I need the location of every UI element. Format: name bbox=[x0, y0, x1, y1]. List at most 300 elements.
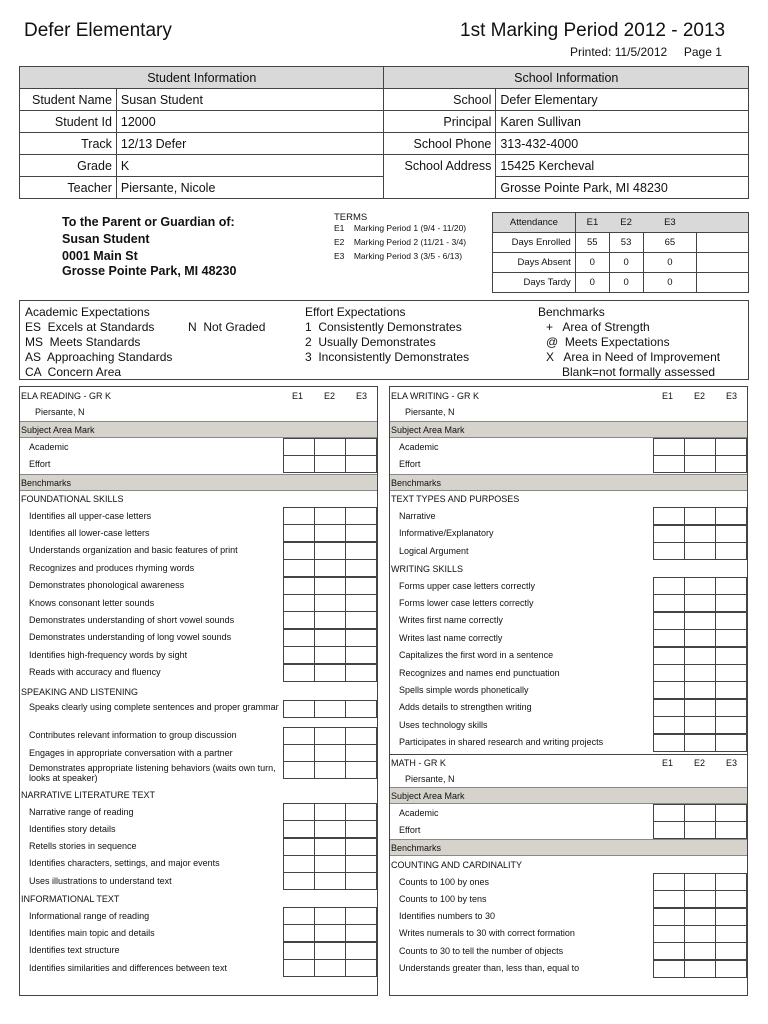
grade-box[interactable] bbox=[715, 612, 747, 630]
grade-box[interactable] bbox=[684, 577, 716, 595]
ela-writing-math-panel bbox=[389, 386, 748, 996]
grade-box[interactable] bbox=[314, 803, 346, 821]
grade-box[interactable] bbox=[715, 960, 747, 978]
grade-box[interactable] bbox=[684, 542, 716, 560]
grade-box[interactable] bbox=[314, 744, 346, 762]
info-table bbox=[19, 66, 749, 199]
grade-box[interactable] bbox=[684, 699, 716, 717]
grade-box[interactable] bbox=[653, 890, 685, 908]
grade-boxes bbox=[284, 577, 377, 595]
benchmark-label: Identifies main topic and details bbox=[29, 927, 155, 938]
grade-box[interactable] bbox=[684, 681, 716, 699]
grade-box[interactable] bbox=[653, 821, 685, 839]
grade-box[interactable] bbox=[283, 664, 315, 682]
grade-box[interactable] bbox=[715, 455, 747, 473]
term-col-head: E1 bbox=[662, 391, 674, 401]
grade-box[interactable] bbox=[653, 925, 685, 943]
legend-bench-3: X Area in Need of Improvement bbox=[546, 350, 721, 364]
term-col-head: E3 bbox=[356, 391, 368, 401]
grade-box[interactable] bbox=[314, 664, 346, 682]
legend-ms: MS Meets Standards bbox=[25, 335, 141, 349]
address-label: School Address bbox=[384, 155, 496, 177]
grade-box[interactable] bbox=[684, 612, 716, 630]
grade-box[interactable] bbox=[684, 716, 716, 734]
grade-box[interactable] bbox=[653, 647, 685, 665]
grade-box[interactable] bbox=[283, 455, 315, 473]
grade-boxes bbox=[654, 629, 747, 647]
grade-box[interactable] bbox=[345, 438, 377, 456]
grade-boxes bbox=[284, 646, 377, 664]
grade-boxes bbox=[654, 821, 747, 839]
grade-box[interactable] bbox=[715, 438, 747, 456]
grade-boxes bbox=[654, 960, 747, 978]
grade-box[interactable] bbox=[314, 438, 346, 456]
legend-effort-3: 3 Inconsistently Demonstrates bbox=[305, 350, 470, 364]
att-value: 0 bbox=[609, 253, 643, 273]
address-line2: Grosse Pointe Park, MI 48230 bbox=[496, 177, 749, 199]
grade-box[interactable] bbox=[314, 820, 346, 838]
grade-box[interactable] bbox=[314, 942, 346, 960]
benchmark-label: Identifies all lower-case letters bbox=[29, 527, 150, 538]
grade-box[interactable] bbox=[684, 960, 716, 978]
grade-box[interactable] bbox=[345, 744, 377, 762]
grade-box[interactable] bbox=[684, 942, 716, 960]
band-row bbox=[390, 787, 747, 804]
benchmark-label: Engages in appropriate conversation with a partner bbox=[29, 747, 233, 758]
benchmarks-label: Benchmarks bbox=[21, 477, 72, 488]
grade-boxes bbox=[284, 727, 377, 745]
attendance-head: Attendance bbox=[493, 213, 576, 233]
school-phone: 313-432-4000 bbox=[496, 133, 749, 155]
band-row bbox=[20, 421, 377, 438]
parent-line: Susan Student bbox=[62, 232, 150, 246]
grade-box[interactable] bbox=[345, 594, 377, 612]
student-id-label: Student Id bbox=[20, 111, 117, 133]
section-row bbox=[20, 683, 377, 700]
grade-box[interactable] bbox=[283, 942, 315, 960]
benchmarks-label: Benchmarks bbox=[391, 477, 442, 488]
legend-bench-4: Blank=not formally assessed bbox=[562, 365, 716, 379]
grade-box[interactable] bbox=[345, 629, 377, 647]
section-title: COUNTING AND CARDINALITY bbox=[391, 859, 523, 870]
grade-box[interactable] bbox=[715, 629, 747, 647]
grade-box[interactable] bbox=[715, 681, 747, 699]
benchmark-label: Identifies text structure bbox=[29, 945, 120, 956]
grade-box[interactable] bbox=[314, 855, 346, 873]
grade-box[interactable] bbox=[345, 727, 377, 745]
grade-box[interactable] bbox=[283, 744, 315, 762]
grade-boxes bbox=[654, 455, 747, 473]
grade-box[interactable] bbox=[684, 821, 716, 839]
section-title: FOUNDATIONAL SKILLS bbox=[21, 493, 124, 504]
section-title: NARRATIVE LITERATURE TEXT bbox=[21, 789, 156, 800]
teacher-row bbox=[390, 770, 747, 787]
grade-box[interactable] bbox=[653, 629, 685, 647]
grade-boxes bbox=[654, 716, 747, 734]
att-e2: E2 bbox=[609, 213, 643, 233]
grade-box[interactable] bbox=[715, 821, 747, 839]
grade-box[interactable] bbox=[715, 542, 747, 560]
att-row-label: Days Absent bbox=[493, 253, 576, 273]
legend-effort-2: 2 Usually Demonstrates bbox=[305, 335, 436, 349]
grade-box[interactable] bbox=[715, 890, 747, 908]
subject-area-mark: Subject Area Mark bbox=[391, 790, 465, 801]
student-id: 12000 bbox=[116, 111, 384, 133]
grade-box[interactable] bbox=[653, 873, 685, 891]
grade-boxes bbox=[284, 559, 377, 577]
teacher-label: Teacher bbox=[20, 177, 117, 199]
grade-label: Grade bbox=[20, 155, 117, 177]
grade-boxes bbox=[284, 872, 377, 890]
benchmark-label: Capitalizes the first word in a sentence bbox=[399, 650, 554, 661]
benchmark-label: Forms lower case letters correctly bbox=[399, 597, 534, 608]
benchmark-label: Spells simple words phonetically bbox=[399, 684, 529, 695]
grade-box[interactable] bbox=[684, 507, 716, 525]
benchmark-label: Demonstrates appropriate listening behaviors (waits own turn, looks at speaker) bbox=[29, 763, 276, 783]
grade-box[interactable] bbox=[653, 525, 685, 543]
grade-box[interactable] bbox=[684, 664, 716, 682]
grade-box[interactable] bbox=[314, 455, 346, 473]
grade-box[interactable] bbox=[715, 908, 747, 926]
grade-box[interactable] bbox=[314, 559, 346, 577]
grade-box[interactable] bbox=[653, 577, 685, 595]
grade-boxes bbox=[654, 507, 747, 525]
effort-legend-title: Effort Expectations bbox=[305, 305, 406, 319]
grade-boxes bbox=[654, 594, 747, 612]
teacher-row bbox=[20, 403, 377, 420]
grade-boxes bbox=[284, 629, 377, 647]
benchmark-label: Demonstrates phonological awareness bbox=[29, 580, 185, 591]
grade-box[interactable] bbox=[283, 542, 315, 560]
grade-box[interactable] bbox=[314, 542, 346, 560]
benchmark-label: Writes first name correctly bbox=[399, 615, 503, 626]
att-value: 65 bbox=[643, 233, 697, 253]
grade-box[interactable] bbox=[314, 959, 346, 977]
grade-box[interactable] bbox=[345, 577, 377, 595]
grade-box[interactable] bbox=[684, 647, 716, 665]
grade-box[interactable] bbox=[345, 924, 377, 942]
grade-box[interactable] bbox=[283, 907, 315, 925]
legend-bench-2: @ Meets Expectations bbox=[546, 335, 670, 349]
effort-label: Effort bbox=[29, 458, 51, 469]
att-blank bbox=[697, 273, 749, 293]
bench-legend-title: Benchmarks bbox=[538, 305, 605, 319]
grade-box[interactable] bbox=[653, 664, 685, 682]
grade-box[interactable] bbox=[653, 438, 685, 456]
section-title: INFORMATIONAL TEXT bbox=[21, 893, 120, 904]
grade-box[interactable] bbox=[715, 734, 747, 752]
grade-box[interactable] bbox=[653, 699, 685, 717]
term-col-head: E1 bbox=[292, 391, 304, 401]
address-label-cont bbox=[384, 177, 496, 199]
grade-boxes bbox=[654, 908, 747, 926]
grade-box[interactable] bbox=[283, 803, 315, 821]
band-row bbox=[390, 839, 747, 856]
grade-box[interactable] bbox=[684, 525, 716, 543]
terms-block bbox=[334, 212, 466, 262]
section-row bbox=[20, 786, 377, 803]
grade-boxes bbox=[284, 761, 377, 779]
legend bbox=[19, 300, 749, 380]
grade-boxes bbox=[284, 803, 377, 821]
grade-boxes bbox=[284, 524, 377, 542]
benchmark-label: Counts to 100 by ones bbox=[399, 876, 490, 887]
grade-box[interactable] bbox=[653, 734, 685, 752]
benchmark-label: Logical Argument bbox=[399, 545, 469, 556]
benchmarks-label: Benchmarks bbox=[391, 842, 442, 853]
grade-boxes bbox=[284, 855, 377, 873]
grade-boxes bbox=[284, 507, 377, 525]
grade-box[interactable] bbox=[684, 594, 716, 612]
student-info-head: Student Information bbox=[20, 67, 384, 89]
parent-line: 0001 Main St bbox=[62, 249, 138, 263]
grade-box[interactable] bbox=[684, 890, 716, 908]
grade-boxes bbox=[284, 820, 377, 838]
term-e3: E3 Marking Period 3 (3/5 - 6/13) bbox=[334, 251, 463, 261]
grade: K bbox=[116, 155, 384, 177]
grade-box[interactable] bbox=[345, 611, 377, 629]
benchmark-label: Recognizes and names end punctuation bbox=[399, 667, 560, 678]
grade-box[interactable] bbox=[684, 804, 716, 822]
grade-boxes bbox=[654, 577, 747, 595]
grade-box[interactable] bbox=[653, 681, 685, 699]
benchmark-label: Identifies similarities and differences between text bbox=[29, 962, 227, 973]
grade-box[interactable] bbox=[345, 700, 377, 718]
grade-box[interactable] bbox=[345, 524, 377, 542]
grade-box[interactable] bbox=[314, 907, 346, 925]
grade-box[interactable] bbox=[345, 855, 377, 873]
grade-box[interactable] bbox=[283, 924, 315, 942]
grade-box[interactable] bbox=[653, 908, 685, 926]
grade-box[interactable] bbox=[684, 873, 716, 891]
grade-box[interactable] bbox=[314, 924, 346, 942]
grade-box[interactable] bbox=[345, 542, 377, 560]
grade-box[interactable] bbox=[715, 647, 747, 665]
academic-label: Academic bbox=[29, 441, 69, 452]
grade-box[interactable] bbox=[314, 594, 346, 612]
grade-box[interactable] bbox=[283, 611, 315, 629]
grade-box[interactable] bbox=[653, 594, 685, 612]
grade-box[interactable] bbox=[653, 716, 685, 734]
grade-box[interactable] bbox=[283, 959, 315, 977]
grade-boxes bbox=[654, 681, 747, 699]
grade-box[interactable] bbox=[314, 761, 346, 779]
att-value: 55 bbox=[575, 233, 609, 253]
grade-box[interactable] bbox=[314, 629, 346, 647]
grade-box[interactable] bbox=[345, 664, 377, 682]
grade-boxes bbox=[284, 611, 377, 629]
grade-box[interactable] bbox=[283, 646, 315, 664]
grade-boxes bbox=[284, 744, 377, 762]
grade-box[interactable] bbox=[345, 455, 377, 473]
grade-box[interactable] bbox=[684, 455, 716, 473]
benchmark-label: Counts to 30 to tell the number of objects bbox=[399, 945, 564, 956]
benchmark-legend bbox=[538, 305, 720, 380]
principal-label: Principal bbox=[384, 111, 496, 133]
grade-box[interactable] bbox=[283, 524, 315, 542]
track-label: Track bbox=[20, 133, 117, 155]
grade-box[interactable] bbox=[345, 761, 377, 779]
grade-box[interactable] bbox=[314, 872, 346, 890]
legend-row bbox=[25, 320, 305, 335]
legend-ca: CA Concern Area bbox=[25, 365, 122, 379]
grade-box[interactable] bbox=[715, 925, 747, 943]
grade-box[interactable] bbox=[715, 507, 747, 525]
subject-title: MATH - GR K bbox=[391, 758, 446, 768]
grade-box[interactable] bbox=[345, 507, 377, 525]
att-e1: E1 bbox=[575, 213, 609, 233]
grade-box[interactable] bbox=[653, 804, 685, 822]
att-value: 0 bbox=[643, 273, 697, 293]
grade-box[interactable] bbox=[653, 960, 685, 978]
benchmark-label: Reads with accuracy and fluency bbox=[29, 667, 161, 678]
school-info-head: School Information bbox=[384, 67, 749, 89]
section-row bbox=[390, 856, 747, 873]
grade-box[interactable] bbox=[314, 611, 346, 629]
att-value: 0 bbox=[575, 253, 609, 273]
grade-box[interactable] bbox=[715, 942, 747, 960]
grade-box[interactable] bbox=[283, 820, 315, 838]
grade-box[interactable] bbox=[283, 594, 315, 612]
band-row bbox=[390, 474, 747, 491]
grade-box[interactable] bbox=[283, 507, 315, 525]
grade-box[interactable] bbox=[684, 925, 716, 943]
academic-label: Academic bbox=[399, 441, 439, 452]
grade-box[interactable] bbox=[684, 734, 716, 752]
parent-line: To the Parent or Guardian of: bbox=[62, 215, 235, 229]
grade-box[interactable] bbox=[283, 559, 315, 577]
benchmark-label: Contributes relevant information to group discussion bbox=[29, 729, 237, 740]
grade-box[interactable] bbox=[314, 727, 346, 745]
grade-box[interactable] bbox=[345, 907, 377, 925]
grade-boxes bbox=[654, 699, 747, 717]
grade-box[interactable] bbox=[345, 820, 377, 838]
benchmark-label: Recognizes and produces rhyming words bbox=[29, 562, 195, 573]
benchmark-label: Identifies characters, settings, and major events bbox=[29, 858, 220, 869]
grade-box[interactable] bbox=[653, 507, 685, 525]
grade-box[interactable] bbox=[345, 559, 377, 577]
grade-box[interactable] bbox=[314, 700, 346, 718]
benchmark-label: Narrative bbox=[399, 510, 436, 521]
section-row bbox=[390, 490, 747, 507]
section-title: WRITING SKILLS bbox=[391, 563, 464, 574]
grade-box[interactable] bbox=[283, 855, 315, 873]
benchmark-label: Knows consonant letter sounds bbox=[29, 597, 155, 608]
grade-boxes bbox=[654, 664, 747, 682]
grade-box[interactable] bbox=[715, 873, 747, 891]
benchmark-label: Informational range of reading bbox=[29, 910, 150, 921]
grade-box[interactable] bbox=[314, 524, 346, 542]
phone-label: School Phone bbox=[384, 133, 496, 155]
teacher: Piersante, Nicole bbox=[116, 177, 384, 199]
teacher-row bbox=[390, 403, 747, 420]
grade-box[interactable] bbox=[345, 646, 377, 664]
grade-box[interactable] bbox=[283, 700, 315, 718]
att-value: 0 bbox=[609, 273, 643, 293]
grade-boxes bbox=[284, 700, 377, 718]
term-col-head: E3 bbox=[726, 391, 738, 401]
grade-boxes bbox=[284, 455, 377, 473]
grade-box[interactable] bbox=[684, 908, 716, 926]
grade-box[interactable] bbox=[283, 727, 315, 745]
grade-box[interactable] bbox=[283, 629, 315, 647]
grade-box[interactable] bbox=[283, 872, 315, 890]
grade-box[interactable] bbox=[314, 507, 346, 525]
parent-address-block bbox=[62, 214, 236, 280]
parent-line: Grosse Pointe Park, MI 48230 bbox=[62, 264, 237, 278]
grade-boxes bbox=[654, 438, 747, 456]
grade-box[interactable] bbox=[283, 438, 315, 456]
track: 12/13 Defer bbox=[116, 133, 384, 155]
grade-boxes bbox=[654, 612, 747, 630]
grade-box[interactable] bbox=[283, 577, 315, 595]
benchmark-label: Demonstrates understanding of long vowel sounds bbox=[29, 632, 232, 643]
grade-box[interactable] bbox=[314, 838, 346, 856]
school-name: Defer Elementary bbox=[496, 89, 749, 111]
benchmark-label: Participates in shared research and writing projects bbox=[399, 737, 604, 748]
grade-box[interactable] bbox=[715, 664, 747, 682]
grade-boxes bbox=[654, 542, 747, 560]
grade-box[interactable] bbox=[345, 942, 377, 960]
grade-box[interactable] bbox=[345, 872, 377, 890]
academic-label: Academic bbox=[399, 807, 439, 818]
subject-title: ELA READING - GR K bbox=[21, 390, 112, 401]
grade-box[interactable] bbox=[653, 542, 685, 560]
grade-box[interactable] bbox=[715, 594, 747, 612]
grade-box[interactable] bbox=[653, 942, 685, 960]
benchmark-label: Demonstrates understanding of short vowel sounds bbox=[29, 614, 235, 625]
grade-box[interactable] bbox=[684, 629, 716, 647]
grade-boxes bbox=[654, 647, 747, 665]
benchmark-label: Identifies numbers to 30 bbox=[399, 911, 496, 922]
grade-box[interactable] bbox=[345, 959, 377, 977]
grade-box[interactable] bbox=[715, 716, 747, 734]
grade-box[interactable] bbox=[653, 612, 685, 630]
benchmark-label: Understands greater than, less than, equal to bbox=[399, 963, 580, 973]
student-name-label: Student Name bbox=[20, 89, 117, 111]
att-row-label: Days Tardy bbox=[493, 273, 576, 293]
grade-box[interactable] bbox=[283, 761, 315, 779]
att-value: 0 bbox=[643, 253, 697, 273]
grade-box[interactable] bbox=[715, 525, 747, 543]
benchmark-label: Identifies story details bbox=[29, 823, 116, 834]
grade-box[interactable] bbox=[345, 803, 377, 821]
grade-boxes bbox=[284, 942, 377, 960]
benchmark-label: Adds details to strengthen writing bbox=[399, 702, 532, 713]
grade-box[interactable] bbox=[653, 455, 685, 473]
grade-box[interactable] bbox=[314, 646, 346, 664]
grade-box[interactable] bbox=[715, 699, 747, 717]
grade-boxes bbox=[654, 734, 747, 752]
grade-boxes bbox=[654, 925, 747, 943]
grade-box[interactable] bbox=[283, 838, 315, 856]
teacher-name: Piersante, N bbox=[405, 406, 455, 417]
grade-box[interactable] bbox=[684, 438, 716, 456]
att-blank bbox=[697, 213, 749, 233]
school-label: School bbox=[384, 89, 496, 111]
grade-boxes bbox=[654, 873, 747, 891]
teacher-name: Piersante, N bbox=[405, 773, 455, 784]
att-blank bbox=[697, 253, 749, 273]
grade-box[interactable] bbox=[715, 804, 747, 822]
principal: Karen Sullivan bbox=[496, 111, 749, 133]
grade-box[interactable] bbox=[715, 577, 747, 595]
grade-box[interactable] bbox=[314, 577, 346, 595]
grade-box[interactable] bbox=[345, 838, 377, 856]
legend-as: AS Approaching Standards bbox=[25, 350, 173, 364]
grade-boxes bbox=[284, 664, 377, 682]
benchmark-label: Narrative range of reading bbox=[29, 806, 134, 817]
